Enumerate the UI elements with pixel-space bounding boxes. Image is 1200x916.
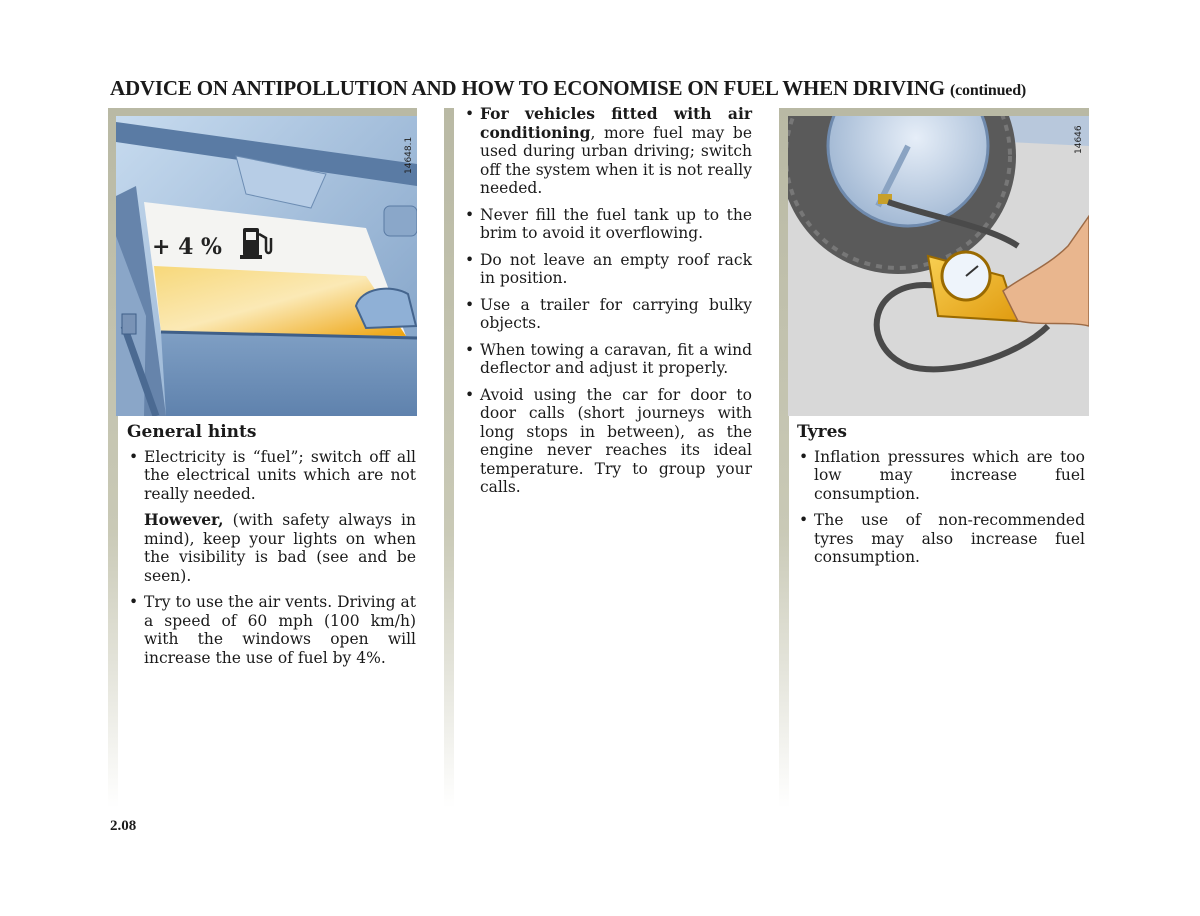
tyre-figure (788, 116, 1089, 416)
list-item (127, 593, 416, 667)
trailer-hint: Use a trailer for carrying bulky objects. (480, 295, 752, 332)
tyres-list (797, 448, 1085, 567)
list-item (797, 448, 1085, 504)
caravan-hint: When towing a caravan, fit a wind deflector and adjust it properly. (480, 340, 752, 377)
however-label: However, (144, 510, 224, 529)
electricity-hint: Electricity is “fuel”; switch off all the electrical units which are not really needed. (144, 447, 416, 503)
fuel-pump-icon (240, 224, 274, 260)
list-item (463, 341, 752, 378)
short-journeys-hint: Avoid using the car for door to door calls (short journeys with long stops in between), as the engine never reaches its ideal temperature. Try to group your calls. (480, 385, 752, 496)
fuel-increase-label: + 4 % (152, 234, 222, 260)
general-hints-section (127, 423, 416, 675)
list-item (127, 448, 416, 586)
roof-rack-hint: Do not leave an empty roof rack in position. (480, 250, 752, 287)
page-title (110, 76, 1090, 101)
general-hints-heading: General hints (127, 422, 257, 442)
list-item (797, 511, 1085, 567)
fuel-tank-hint: Never fill the fuel tank up to the brim to avoid it overflowing. (480, 205, 752, 242)
title-continued: (continued) (950, 82, 1027, 99)
page-number: 2.08 (110, 818, 137, 834)
car-window-illustration (116, 116, 417, 416)
general-hints-list (127, 448, 416, 668)
middle-hints-list (463, 105, 752, 497)
list-item (463, 251, 752, 288)
list-item (463, 386, 752, 497)
column-rule-middle (444, 108, 454, 808)
tyres-section (797, 423, 1085, 575)
tyres-heading: Tyres (797, 422, 848, 442)
list-item (463, 296, 752, 333)
middle-hints-section (463, 105, 752, 505)
air-conditioning-label: For vehicles fitted with air conditioning (480, 104, 752, 142)
figure-id-right: 14646 (1074, 125, 1084, 154)
column-band-left (108, 108, 417, 116)
figure-id-left: 14648.1 (404, 136, 414, 174)
air-vents-hint: Try to use the air vents. Driving at a speed of 60 mph (100 km/h) with the windows open will increase the use of fuel by 4%. (144, 593, 416, 667)
title-text: ADVICE ON ANTIPOLLUTION AND HOW TO ECONOMISE ON FUEL WHEN DRIVING (110, 76, 945, 100)
car-window-figure (116, 116, 417, 416)
list-item (463, 105, 752, 198)
lights-paragraph (144, 511, 416, 585)
non-recommended-tyres-hint: The use of non-recommended tyres may also increase fuel consumption. (814, 511, 1085, 566)
air-conditioning-text: , more fuel may be used during urban driving; switch off the system when it is not really needed. (480, 123, 752, 197)
inflation-hint: Inflation pressures which are too low may increase fuel consumption. (814, 447, 1085, 503)
column-band-right (779, 108, 1089, 116)
list-item (463, 206, 752, 243)
lights-text: (with safety always in mind), keep your lights on when the visibility is bad (see and be seen). (144, 511, 416, 585)
tyre-illustration (788, 116, 1089, 416)
